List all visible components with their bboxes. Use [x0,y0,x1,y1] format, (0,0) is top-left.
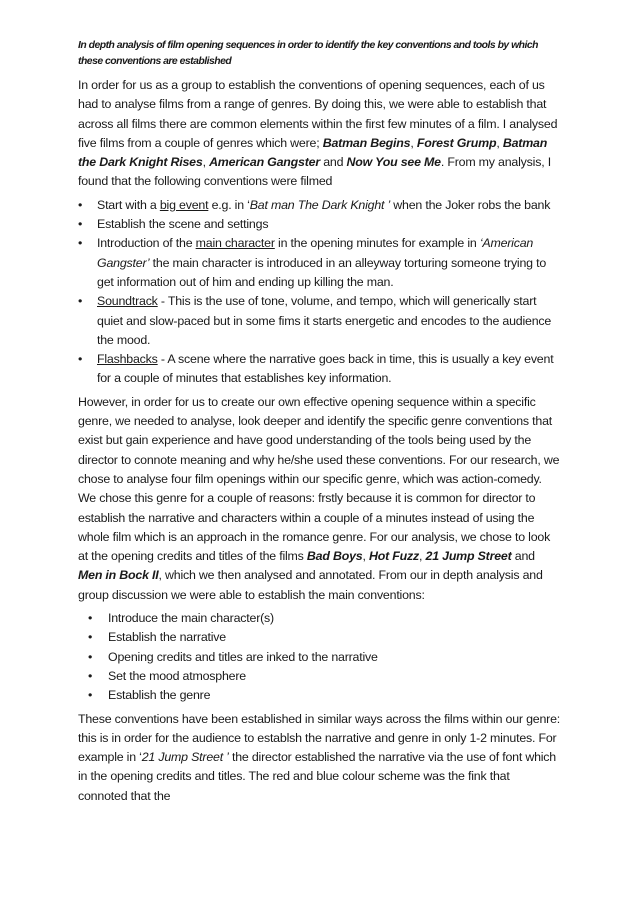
film-title: Forest Grump [416,135,497,150]
document-heading: In depth analysis of film opening sequences in order to identify the key conventions and tools by which these conventions are established [78,40,539,67]
item-text: Establish the scene and settings [97,217,269,232]
film-title-italic: 21 Jump Street ’ [141,750,229,765]
item-text: - A scene where the narrative goes back in time, this is usually a key event for a couple of minutes that establishes key information. [97,352,554,386]
intro-text: In order for us as a group to establish the conventions of opening sequences, each of us had to analyse films from a range of genres. By doing this, we were able to establish that across all films there are common elements within the first few minutes of a film. I analysed five films from a couple of genres which were; [78,78,558,150]
film-title: Men in Bock II [78,568,159,583]
document-body [78,38,562,806]
item-text: in the opening minutes for example in [274,236,480,251]
film-title: Batman Begins [322,135,411,150]
item-underlined: main character [195,236,275,251]
item-text: the main character is introduced in an alleyway torturing someone trying to get information out of him and ending up killing the man. [97,255,547,289]
list-item: • Establish the narrative [78,628,562,647]
list-item [78,234,562,292]
conventions-list-2 [78,609,562,705]
separator: , [496,135,503,150]
list-item [78,196,562,215]
paragraph-text: These conventions have been established in similar ways across the films within our genre: this is in order for the audience to establsh the narrative and genre in only 1-2 minutes. For example in ‘ [78,711,561,765]
separator: and [319,155,347,170]
item-italic: ‘American Gangster’ [97,236,534,270]
list-item: • Set the mood atmosphere [78,667,562,686]
analysis-paragraph [78,393,562,605]
closing-paragraph [78,710,562,806]
separator: , [410,135,417,150]
separator: , [362,549,369,564]
film-title: Now You see Me [346,155,441,170]
list-item [78,292,562,350]
separator: , [419,549,426,564]
film-title: Hot Fuzz [368,549,419,564]
item-text: - This is the use of tone, volume, and tempo, which will generically start quiet and slow-paced but in some fims it starts energetic and encodes to the audience the mood. [97,294,552,347]
list-item [78,215,562,234]
item-text: Introduction of the [97,236,196,251]
conventions-list-1 [78,196,562,389]
item-text: when the Joker robs the bank [390,197,551,212]
intro-paragraph [78,76,562,192]
separator: and [511,549,535,564]
film-title: Bad Boys [306,549,363,564]
film-title: 21 Jump Street [425,549,512,564]
item-text: e.g. in ‘ [208,197,250,212]
item-underlined: Soundtrack [97,294,158,309]
item-underlined: big event [159,197,209,212]
intro-text: . From my analysis, I found that the following conventions were filmed [78,155,551,189]
paragraph-text: , which we then analysed and annotated. From our in depth analysis and group discussion we were able to establish the main conventions: [78,568,543,602]
film-title: American Gangster [209,155,320,170]
item-italic: Bat man The Dark Knight ’ [249,197,391,212]
paragraph-text: the director established the narrative via the use of font which in the opening credits and titles. The red and blue colour scheme was the fink that connoted that the [78,750,556,803]
list-item: • Establish the genre [78,686,562,705]
item-text: Start with a [97,197,160,212]
list-item: • Introduce the main character(s) [78,609,562,628]
separator: , [202,155,210,170]
film-title: Batman the Dark Knight Rises [78,135,548,170]
paragraph-text: However, in order for us to create our own effective opening sequence within a specific genre, we needed to analyse, look deeper and identify the specific genre conventions that exist but gain experience and have good understanding of the tools being used by the director to connote meaning and why he/she used these conventions. For our research, we chose to analyse four film openings within our specific genre, which was action-comedy. We chose this genre for a couple of reasons: frstly because it is common for director to establish the narrative and characters within a couple of a minutes instead of using the whole film which is an approach in the romance genre. For our analysis, we chose to look at the opening credits and titles of the films [78,394,560,564]
list-item [78,350,562,389]
item-underlined: Flashbacks [97,352,158,367]
list-item: • Opening credits and titles are inked to the narrative [78,648,562,667]
